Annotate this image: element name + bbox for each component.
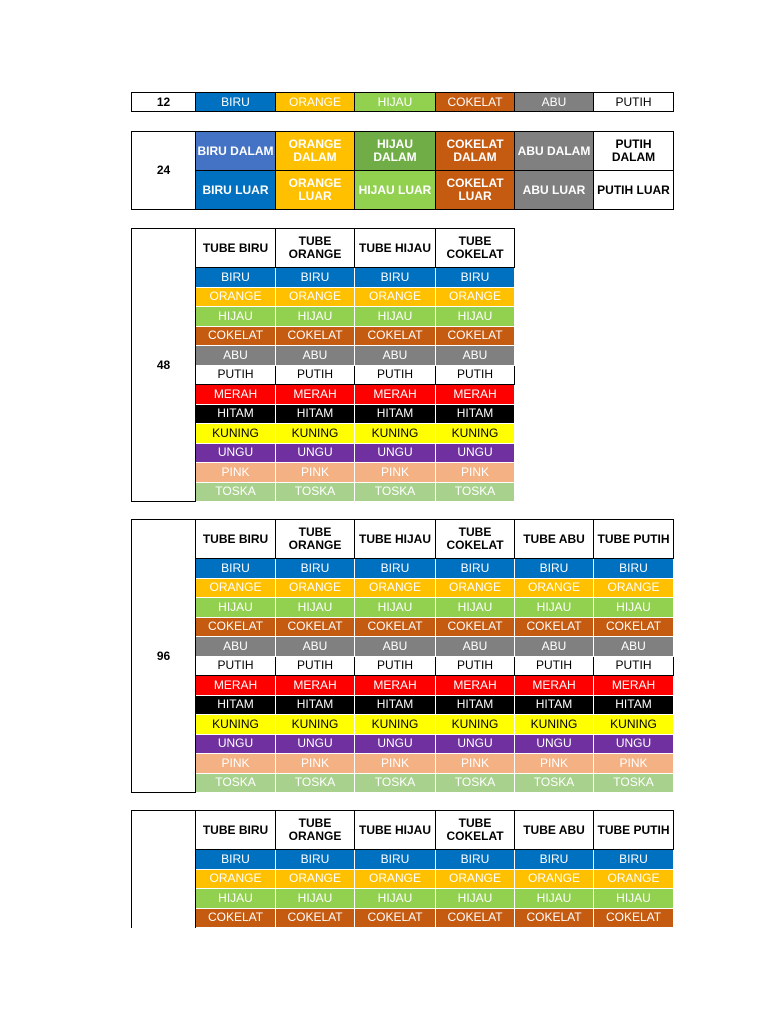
- core-cell: COKELAT: [515, 617, 594, 637]
- core-cell: HITAM: [276, 404, 355, 424]
- core-cell: HIJAU: [196, 598, 276, 618]
- table-row: [132, 598, 674, 618]
- core-cell: ABU: [355, 346, 436, 366]
- tube-header: TUBE ABU: [515, 520, 594, 559]
- core-cell: PINK: [196, 754, 276, 774]
- tube-header: TUBE COKELAT: [436, 229, 515, 268]
- core-count-label: 12: [132, 93, 196, 112]
- core-cell: UNGU: [276, 443, 355, 463]
- core-cell: TOSKA: [276, 773, 355, 793]
- core-cell: PINK: [355, 754, 436, 774]
- tube-header: TUBE PUTIH: [594, 811, 674, 850]
- table-12-core: [131, 92, 674, 112]
- core-cell: COKELAT: [276, 908, 355, 928]
- table-row: [132, 637, 674, 657]
- core-cell: HIJAU: [355, 889, 436, 909]
- core-cell: HIJAU: [276, 889, 355, 909]
- core-cell: ORANGE: [436, 869, 515, 889]
- core-cell: ORANGE: [355, 578, 436, 598]
- core-cell: ABU: [594, 637, 674, 657]
- core-cell: ORANGE: [436, 578, 515, 598]
- core-cell: TOSKA: [515, 773, 594, 793]
- core-cell: ORANGE: [276, 869, 355, 889]
- tube-header: TUBE ORANGE: [276, 811, 355, 850]
- core-cell: BIRU: [355, 559, 436, 579]
- core-cell: PUTIH: [594, 93, 674, 112]
- core-cell: PINK: [276, 754, 355, 774]
- core-cell: KUNING: [436, 715, 515, 735]
- core-cell: ABU DALAM: [515, 132, 594, 171]
- core-cell: HIJAU: [515, 598, 594, 618]
- tube-header: TUBE HIJAU: [355, 229, 436, 268]
- core-cell: HITAM: [355, 695, 436, 715]
- core-cell: PUTIH DALAM: [594, 132, 674, 171]
- core-cell: ORANGE: [276, 287, 355, 307]
- table-row: [132, 617, 674, 637]
- core-count-label: 96: [132, 520, 196, 793]
- core-cell: COKELAT LUAR: [436, 171, 515, 210]
- core-cell: UNGU: [196, 734, 276, 754]
- core-cell: MERAH: [436, 676, 515, 696]
- core-cell: ORANGE: [594, 578, 674, 598]
- core-cell: COKELAT DALAM: [436, 132, 515, 171]
- core-cell: TOSKA: [276, 482, 355, 502]
- core-cell: COKELAT: [196, 908, 276, 928]
- core-cell: BIRU: [436, 268, 515, 288]
- core-cell: PINK: [276, 463, 355, 483]
- core-cell: BIRU: [594, 559, 674, 579]
- core-cell: KUNING: [276, 424, 355, 444]
- table-24-core: [131, 131, 674, 210]
- core-cell: HIJAU LUAR: [355, 171, 436, 210]
- core-cell: TOSKA: [196, 773, 276, 793]
- core-cell: HITAM: [355, 404, 436, 424]
- core-cell: ABU: [196, 637, 276, 657]
- core-cell: HIJAU: [355, 93, 436, 112]
- core-cell: BIRU: [196, 93, 276, 112]
- core-cell: KUNING: [355, 715, 436, 735]
- core-cell: PINK: [436, 463, 515, 483]
- table-144-core: [131, 810, 674, 928]
- core-cell: HIJAU: [355, 598, 436, 618]
- core-cell: ABU: [196, 346, 276, 366]
- table-row: [132, 656, 674, 676]
- table-row: [132, 889, 674, 909]
- core-cell: UNGU: [276, 734, 355, 754]
- core-cell: UNGU: [515, 734, 594, 754]
- core-cell: UNGU: [196, 443, 276, 463]
- table-row: [132, 869, 674, 889]
- core-cell: BIRU: [276, 268, 355, 288]
- core-cell: PUTIH: [594, 656, 674, 676]
- core-count-label: [132, 811, 196, 928]
- tube-header: TUBE ABU: [515, 811, 594, 850]
- core-cell: BIRU: [276, 559, 355, 579]
- table-row: [132, 850, 674, 870]
- core-cell: BIRU: [355, 850, 436, 870]
- core-cell: ORANGE: [515, 869, 594, 889]
- core-cell: KUNING: [355, 424, 436, 444]
- core-cell: PINK: [196, 463, 276, 483]
- core-cell: HIJAU: [594, 598, 674, 618]
- core-cell: HIJAU: [515, 889, 594, 909]
- core-cell: HITAM: [436, 404, 515, 424]
- core-cell: COKELAT: [515, 908, 594, 928]
- core-cell: TOSKA: [355, 482, 436, 502]
- core-cell: TOSKA: [594, 773, 674, 793]
- core-cell: BIRU: [436, 559, 515, 579]
- core-cell: ORANGE: [355, 869, 436, 889]
- core-cell: PUTIH: [436, 365, 515, 385]
- core-cell: PUTIH: [276, 365, 355, 385]
- core-cell: ORANGE: [196, 869, 276, 889]
- table-row: [132, 559, 674, 579]
- core-cell: COKELAT: [196, 617, 276, 637]
- core-cell: BIRU: [196, 850, 276, 870]
- core-cell: BIRU: [196, 268, 276, 288]
- core-cell: PUTIH: [355, 656, 436, 676]
- core-cell: COKELAT: [436, 93, 515, 112]
- core-cell: KUNING: [196, 424, 276, 444]
- core-cell: COKELAT: [276, 617, 355, 637]
- core-cell: COKELAT: [436, 326, 515, 346]
- core-cell: ABU: [515, 93, 594, 112]
- core-cell: ABU: [436, 637, 515, 657]
- core-cell: ABU: [355, 637, 436, 657]
- core-cell: MERAH: [594, 676, 674, 696]
- core-cell: HITAM: [515, 695, 594, 715]
- core-cell: TOSKA: [196, 482, 276, 502]
- core-cell: UNGU: [355, 734, 436, 754]
- core-cell: MERAH: [196, 385, 276, 405]
- core-cell: PUTIH LUAR: [594, 171, 674, 210]
- tube-header: TUBE HIJAU: [355, 520, 436, 559]
- tube-header: TUBE BIRU: [196, 520, 276, 559]
- core-cell: HIJAU: [355, 307, 436, 327]
- core-cell: TOSKA: [355, 773, 436, 793]
- core-cell: BIRU: [276, 850, 355, 870]
- core-cell: HIJAU: [276, 307, 355, 327]
- core-cell: TOSKA: [436, 482, 515, 502]
- core-cell: BIRU: [355, 268, 436, 288]
- core-cell: HITAM: [196, 404, 276, 424]
- core-cell: BIRU: [196, 559, 276, 579]
- core-cell: KUNING: [515, 715, 594, 735]
- tube-header: TUBE COKELAT: [436, 520, 515, 559]
- core-cell: MERAH: [276, 676, 355, 696]
- core-cell: HIJAU: [436, 307, 515, 327]
- core-cell: ABU: [276, 346, 355, 366]
- core-cell: PUTIH: [436, 656, 515, 676]
- core-cell: ORANGE: [276, 578, 355, 598]
- table-row: [132, 676, 674, 696]
- table-row: [132, 578, 674, 598]
- table-96-core: [131, 519, 674, 793]
- core-count-label: 48: [132, 229, 196, 502]
- core-cell: PUTIH: [196, 365, 276, 385]
- core-cell: PINK: [515, 754, 594, 774]
- core-cell: COKELAT: [436, 908, 515, 928]
- core-cell: PUTIH: [515, 656, 594, 676]
- core-cell: COKELAT: [436, 617, 515, 637]
- tube-header: TUBE ORANGE: [276, 520, 355, 559]
- core-cell: KUNING: [594, 715, 674, 735]
- core-cell: MERAH: [276, 385, 355, 405]
- core-cell: COKELAT: [276, 326, 355, 346]
- core-cell: KUNING: [196, 715, 276, 735]
- core-cell: HIJAU: [436, 598, 515, 618]
- table-row: [132, 734, 674, 754]
- core-cell: UNGU: [436, 443, 515, 463]
- core-cell: PUTIH: [355, 365, 436, 385]
- core-cell: PUTIH: [196, 656, 276, 676]
- table-row: [132, 754, 674, 774]
- core-cell: BIRU: [436, 850, 515, 870]
- core-cell: COKELAT: [594, 908, 674, 928]
- core-cell: BIRU: [594, 850, 674, 870]
- core-cell: MERAH: [355, 385, 436, 405]
- core-cell: ABU: [436, 346, 515, 366]
- core-cell: TOSKA: [436, 773, 515, 793]
- core-cell: ORANGE: [515, 578, 594, 598]
- core-cell: HIJAU: [594, 889, 674, 909]
- tube-header: TUBE PUTIH: [594, 520, 674, 559]
- core-cell: HIJAU: [196, 307, 276, 327]
- core-cell: HITAM: [196, 695, 276, 715]
- core-cell: PINK: [355, 463, 436, 483]
- core-cell: PINK: [594, 754, 674, 774]
- core-cell: MERAH: [196, 676, 276, 696]
- core-cell: HIJAU DALAM: [355, 132, 436, 171]
- core-cell: ORANGE: [594, 869, 674, 889]
- core-cell: PUTIH: [276, 656, 355, 676]
- table-row: [132, 715, 674, 735]
- core-cell: COKELAT: [594, 617, 674, 637]
- core-cell: HITAM: [276, 695, 355, 715]
- core-cell: ORANGE DALAM: [276, 132, 355, 171]
- core-cell: ABU: [515, 637, 594, 657]
- core-cell: BIRU DALAM: [196, 132, 276, 171]
- core-cell: ORANGE: [196, 578, 276, 598]
- core-cell: HITAM: [594, 695, 674, 715]
- core-cell: KUNING: [276, 715, 355, 735]
- tube-header: TUBE BIRU: [196, 229, 276, 268]
- core-cell: COKELAT: [355, 326, 436, 346]
- core-cell: ABU: [276, 637, 355, 657]
- core-cell: ABU LUAR: [515, 171, 594, 210]
- tube-header: TUBE ORANGE: [276, 229, 355, 268]
- core-cell: COKELAT: [355, 908, 436, 928]
- tube-header: TUBE HIJAU: [355, 811, 436, 850]
- table-row: [132, 908, 674, 928]
- core-cell: ORANGE: [436, 287, 515, 307]
- core-cell: HIJAU: [196, 889, 276, 909]
- core-count-label: 24: [132, 132, 196, 210]
- core-cell: MERAH: [355, 676, 436, 696]
- core-cell: MERAH: [515, 676, 594, 696]
- core-cell: KUNING: [436, 424, 515, 444]
- table-48-core: [131, 228, 515, 502]
- core-cell: BIRU: [515, 559, 594, 579]
- core-cell: BIRU: [515, 850, 594, 870]
- core-cell: ORANGE LUAR: [276, 171, 355, 210]
- core-cell: UNGU: [594, 734, 674, 754]
- core-cell: PINK: [436, 754, 515, 774]
- core-cell: HIJAU: [436, 889, 515, 909]
- table-row: [132, 695, 674, 715]
- core-cell: MERAH: [436, 385, 515, 405]
- core-cell: HITAM: [436, 695, 515, 715]
- core-cell: BIRU LUAR: [196, 171, 276, 210]
- core-cell: ORANGE: [276, 93, 355, 112]
- core-cell: HIJAU: [276, 598, 355, 618]
- core-cell: UNGU: [436, 734, 515, 754]
- core-cell: ORANGE: [355, 287, 436, 307]
- core-cell: ORANGE: [196, 287, 276, 307]
- tube-header: TUBE BIRU: [196, 811, 276, 850]
- core-cell: COKELAT: [355, 617, 436, 637]
- table-row: [132, 773, 674, 793]
- tube-header: TUBE COKELAT: [436, 811, 515, 850]
- core-cell: UNGU: [355, 443, 436, 463]
- core-cell: COKELAT: [196, 326, 276, 346]
